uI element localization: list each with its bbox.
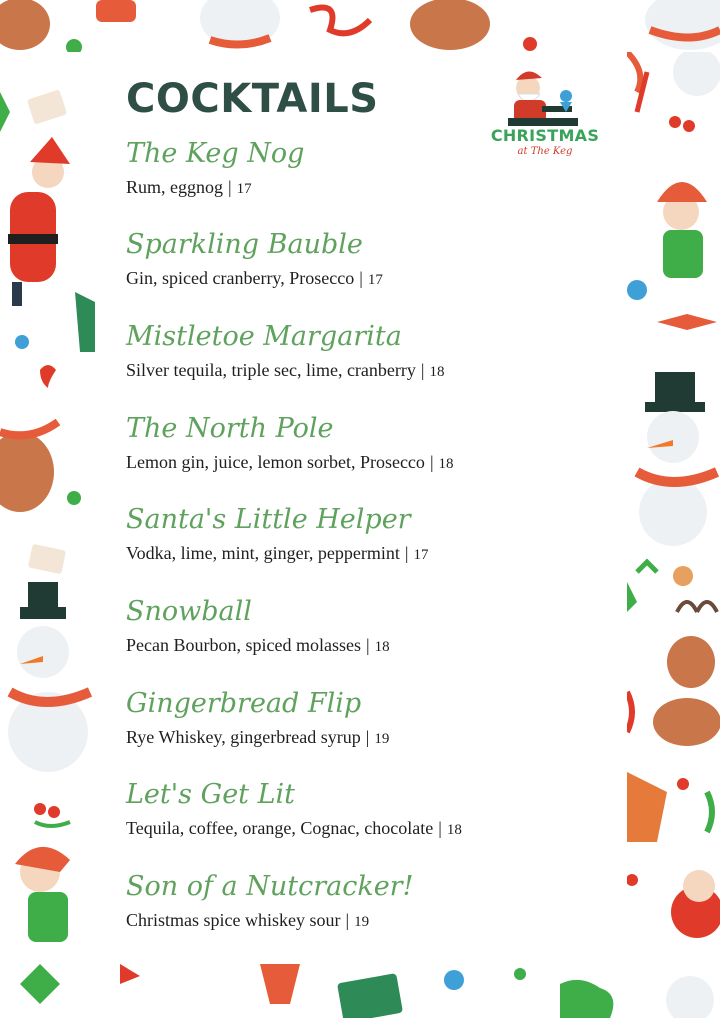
menu-item-name: Gingerbread Flip [126, 688, 362, 719]
menu-item-ingredients: Rum, eggnog [126, 177, 223, 197]
menu-item-ingredients: Pecan Bourbon, spiced molasses [126, 635, 361, 655]
menu-item [126, 594, 390, 658]
menu-item [126, 777, 462, 841]
menu-item-description [126, 267, 383, 291]
menu-item-separator: | [365, 727, 370, 747]
menu-item-separator: | [345, 910, 350, 930]
menu-item-separator: | [404, 543, 409, 563]
menu-item-ingredients: Vodka, lime, mint, ginger, peppermint [126, 543, 400, 563]
menu-item-name: Let's Get Lit [126, 779, 296, 810]
logo-title: CHRISTMAS [490, 126, 600, 145]
menu-item-ingredients: Gin, spiced cranberry, Prosecco [126, 268, 355, 288]
menu-item-description [126, 176, 304, 200]
menu-item [126, 502, 429, 566]
menu-item-name: Son of a Nutcracker! [126, 871, 414, 902]
menu-item-separator: | [228, 177, 232, 197]
top-border-illustrations [0, 0, 720, 52]
menu-item-separator: | [365, 635, 370, 655]
menu-item-name: Snowball [126, 596, 252, 627]
menu-item-separator: | [438, 818, 442, 838]
right-border-illustrations [627, 52, 720, 964]
menu-item [126, 869, 413, 933]
menu-item [126, 136, 304, 200]
menu-item [126, 227, 383, 291]
menu-item-ingredients: Lemon gin, juice, lemon sorbet, Prosecco [126, 452, 425, 472]
menu-item-price: 19 [354, 914, 370, 930]
menu-heading: COCKTAILS [126, 76, 379, 122]
menu-item-description [126, 542, 429, 566]
menu-item [126, 319, 445, 383]
santa-bartender-icon [484, 66, 606, 126]
menu-item-name: Mistletoe Margarita [126, 321, 402, 352]
menu-item-price: 17 [367, 272, 383, 288]
menu-item-ingredients: Tequila, coffee, orange, Cognac, chocolate [126, 818, 434, 838]
menu-item-ingredients: Christmas spice whiskey sour [126, 910, 341, 930]
menu-item-price: 18 [429, 364, 445, 380]
menu-item-price: 17 [413, 547, 429, 563]
menu-item-separator: | [420, 360, 425, 380]
menu-item-description [126, 359, 445, 383]
menu-item-price: 18 [438, 456, 454, 472]
menu-item-name: Santa's Little Helper [126, 504, 411, 535]
menu-item-name: Sparkling Bauble [126, 229, 363, 260]
menu-item-price: 18 [446, 822, 462, 838]
menu-item-description [126, 451, 454, 475]
menu-item-ingredients: Silver tequila, triple sec, lime, cranberry [126, 360, 416, 380]
menu-item-price: 17 [236, 181, 252, 197]
menu-item-price: 18 [374, 639, 390, 655]
menu-item-separator: | [359, 268, 363, 288]
logo-subtitle: at The Keg [517, 146, 573, 157]
bottom-border-illustrations [0, 964, 720, 1018]
menu-item-name: The North Pole [126, 413, 334, 444]
menu-item-description [126, 726, 389, 750]
christmas-at-the-keg-logo [484, 66, 606, 166]
menu-item-name: The Keg Nog [126, 138, 305, 169]
menu-item-description [126, 634, 390, 658]
menu-item-price: 19 [374, 731, 390, 747]
menu-item [126, 686, 389, 750]
menu-item-separator: | [429, 452, 434, 472]
menu-item-description [126, 909, 413, 933]
menu-item-ingredients: Rye Whiskey, gingerbread syrup [126, 727, 361, 747]
menu-item-description [126, 817, 462, 841]
menu-item [126, 411, 454, 475]
left-border-illustrations [0, 52, 95, 964]
